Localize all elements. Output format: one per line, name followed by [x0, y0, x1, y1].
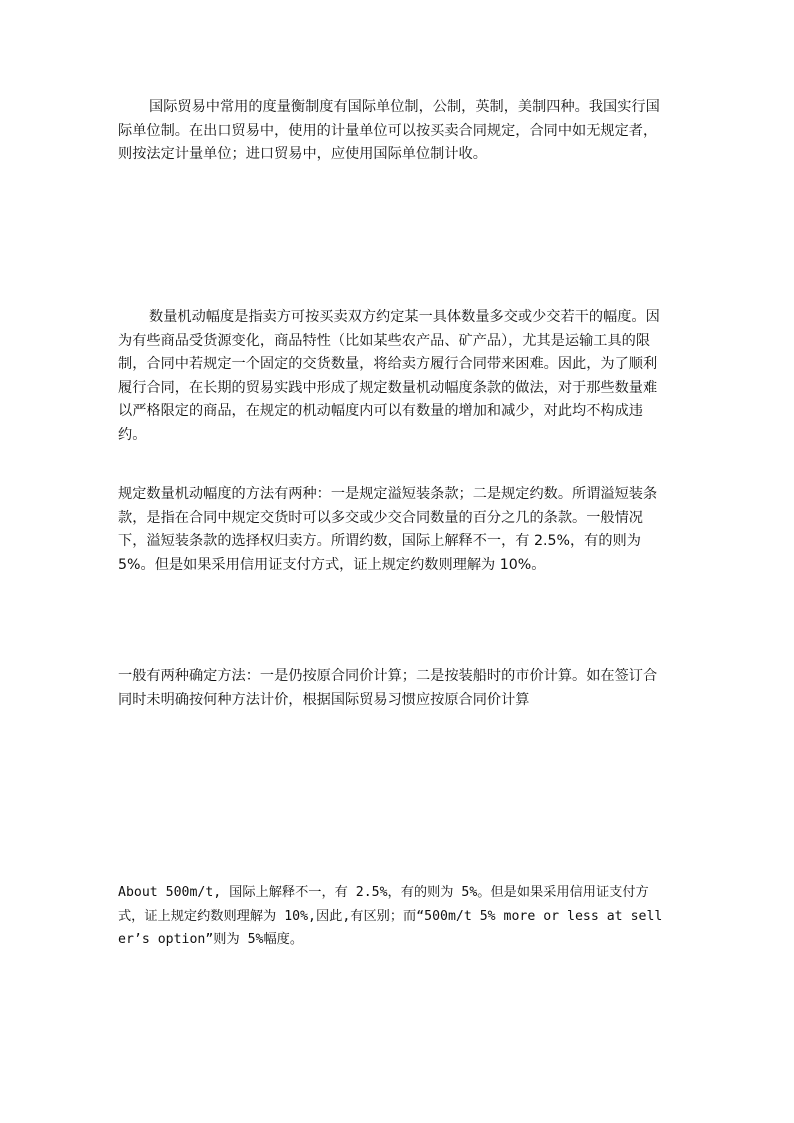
paragraph-measurement-systems: 国际贸易中常用的度量衡制度有国际单位制，公制，英制，美制四种。我国实行国际单位制。在出口贸易中，使用的计量单位可以按买卖合同规定，合同中如无规定者，则按法定计量单位；进口贸易中，应使用国际单位制计收。 — [118, 99, 660, 162]
paragraph-tolerance-methods: 规定数量机动幅度的方法有两种：一是规定溢短装条款；二是规定约数。所谓溢短装条款，是指在合同中规定交货时可以多交或少交合同数量的百分之几的条款。一般情况下，溢短装条款的选择权归卖方。所谓约数，国际上解释不一，有 2.5%，有的则为5%。但是如果采用信用证支付方式，证上规定约数则理解为 10%。 — [118, 486, 658, 573]
paragraph-about-example: About 500m/t, 国际上解释不一，有 2.5%，有的则为 5%。但是如果采用信用证支付方式，证上规定约数则理解为 10%,因此,有区别；而“500m/t 5% more or less at seller’s option”则为 5%幅度。 — [118, 885, 663, 947]
paragraph-pricing-methods: 一般有两种确定方法：一是仍按原合同价计算；二是按装船时的市价计算。如在签订合同时未明确按何种方法计价，根据国际贸易习惯应按原合同价计算 — [118, 668, 658, 708]
paragraph-quantity-tolerance: 数量机动幅度是指卖方可按买卖双方约定某一具体数量多交或少交若干的幅度。因为有些商品受货源变化，商品特性（比如某些农产品、矿产品），尤其是运输工具的限制，合同中若规定一个固定的交货数量，将给卖方履行合同带来困难。因此，为了顺利履行合同，在长期的贸易实践中形成了规定数量机动幅度条款的做法，对于那些数量难以严格限定的商品，在规定的机动幅度内可以有数量的增加和减少，对此均不构成违约。 — [118, 309, 660, 443]
